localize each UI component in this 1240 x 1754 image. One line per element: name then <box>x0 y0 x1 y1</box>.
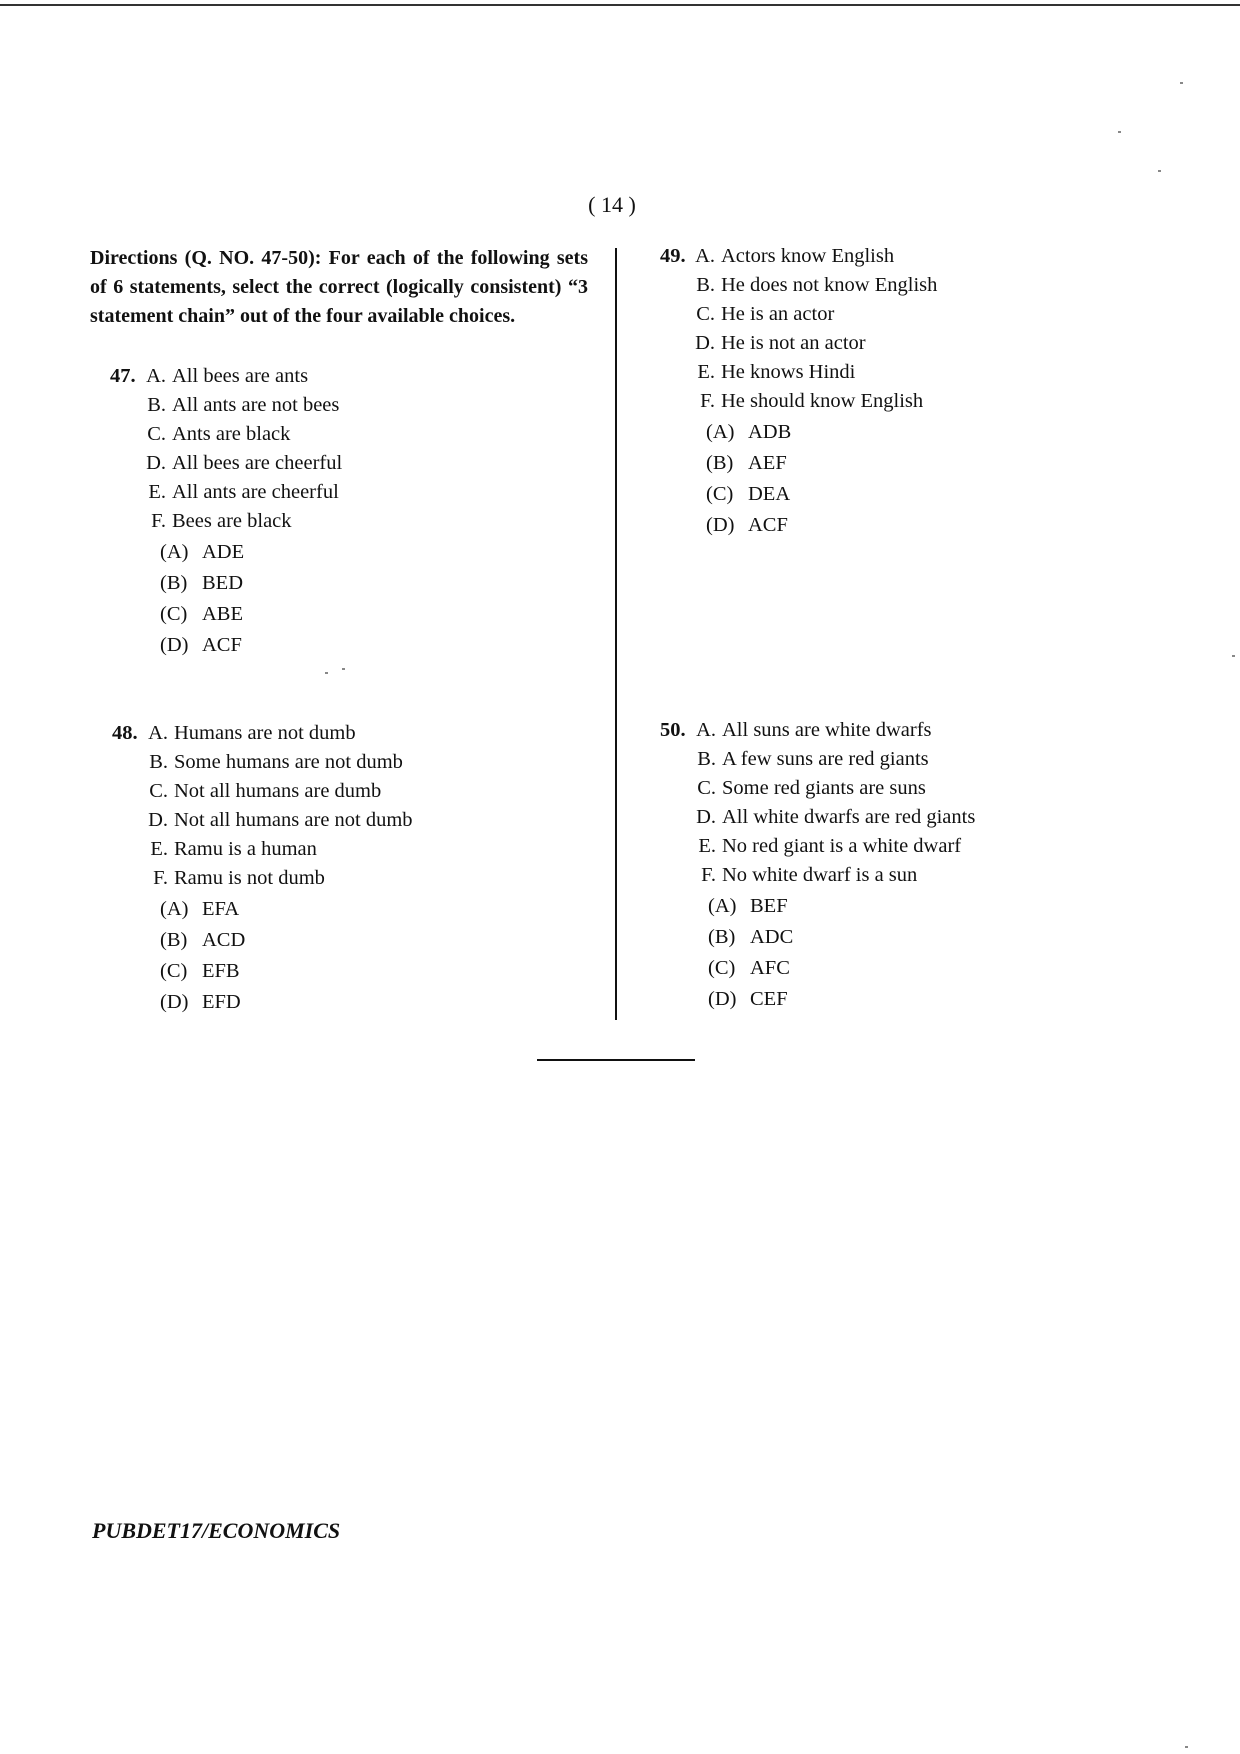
choice-text: ADC <box>750 926 794 948</box>
statement-label: A. <box>146 365 166 387</box>
answer-choice[interactable] <box>160 538 244 567</box>
choice-label: (A) <box>160 898 189 920</box>
question-number: 47. <box>110 365 136 387</box>
answer-choice[interactable] <box>160 569 243 598</box>
choice-text: EFD <box>202 991 241 1013</box>
statement-text: All ants are cheerful <box>172 481 339 503</box>
statement-text: No white dwarf is a sun <box>722 864 918 886</box>
statement-label: C. <box>697 777 716 799</box>
statement <box>682 861 917 890</box>
choice-label: (A) <box>160 541 189 563</box>
choice-label: (C) <box>706 483 734 505</box>
statement <box>681 271 937 300</box>
statement-text: Actors know English <box>721 245 895 267</box>
choice-label: (D) <box>160 991 189 1013</box>
page-number: ( 14 ) <box>588 192 636 217</box>
statement-text: Some humans are not dumb <box>174 751 403 773</box>
statement-text: He should know English <box>721 390 924 412</box>
statement-text: All bees are cheerful <box>172 452 343 474</box>
statement-text: He knows Hindi <box>721 361 856 383</box>
answer-choice[interactable] <box>706 480 790 509</box>
scan-speck <box>1185 1746 1188 1748</box>
statement <box>132 478 339 507</box>
choice-text: ADB <box>748 421 792 443</box>
statement-text: Not all humans are dumb <box>174 780 382 802</box>
choice-text: ACF <box>202 634 242 656</box>
statement-label: A. <box>148 722 168 744</box>
statement-label: D. <box>696 806 716 828</box>
choice-label: (B) <box>160 572 188 594</box>
statement <box>682 803 975 832</box>
footer-code: PUBDET17/ECONOMICS <box>92 1518 341 1543</box>
answer-choice[interactable] <box>160 631 242 660</box>
choice-label: (D) <box>708 988 737 1010</box>
statement-text: All bees are ants <box>172 365 309 387</box>
bottom-rule <box>537 1059 695 1061</box>
statement-label: E. <box>698 835 716 857</box>
statement <box>132 391 339 420</box>
statement-text: All white dwarfs are red giants <box>722 806 976 828</box>
scan-speck <box>1118 131 1121 133</box>
answer-choice[interactable] <box>706 511 788 540</box>
statement-text: Some red giants are suns <box>722 777 926 799</box>
answer-choice[interactable] <box>160 988 241 1017</box>
answer-choice[interactable] <box>708 892 788 921</box>
statement-text: Ants are black <box>172 423 291 445</box>
statement-text: He does not know English <box>721 274 938 296</box>
question-number: 50. <box>660 719 686 741</box>
statement <box>134 864 325 893</box>
answer-choice[interactable] <box>160 600 243 629</box>
statement-text: Ramu is a human <box>174 838 317 860</box>
choice-label: (C) <box>160 960 188 982</box>
choice-label: (D) <box>160 634 189 656</box>
statement-label: F. <box>701 864 716 886</box>
choice-text: AEF <box>748 452 787 474</box>
statement-label: A. <box>696 719 716 741</box>
statement <box>681 358 855 387</box>
choice-label: (D) <box>706 514 735 536</box>
choice-label: (B) <box>160 929 188 951</box>
choice-label: (A) <box>706 421 735 443</box>
top-rule <box>0 4 1240 6</box>
statement <box>134 835 317 864</box>
choice-label: (C) <box>160 603 188 625</box>
statement <box>682 745 929 774</box>
statement <box>682 832 961 861</box>
statement <box>134 719 356 748</box>
choice-text: BED <box>202 572 243 594</box>
statement <box>681 300 834 329</box>
question-number: 48. <box>112 722 138 744</box>
answer-choice[interactable] <box>708 954 790 983</box>
statement-label: B. <box>149 751 168 773</box>
statement-text: All suns are white dwarfs <box>722 719 932 741</box>
statement-label: C. <box>149 780 168 802</box>
statement-label: F. <box>700 390 715 412</box>
statement-label: D. <box>146 452 166 474</box>
statement <box>681 242 894 271</box>
statement-text: He is not an actor <box>721 332 866 354</box>
choice-text: CEF <box>750 988 788 1010</box>
choice-text: ADE <box>202 541 245 563</box>
statement <box>681 329 866 358</box>
statement-text: All ants are not bees <box>172 394 340 416</box>
choice-text: BEF <box>750 895 788 917</box>
answer-choice[interactable] <box>160 957 240 986</box>
statement-text: Humans are not dumb <box>174 722 356 744</box>
answer-choice[interactable] <box>708 923 793 952</box>
answer-choice[interactable] <box>706 418 791 447</box>
statement-text: No red giant is a white dwarf <box>722 835 962 857</box>
scan-speck <box>1232 655 1235 657</box>
choice-text: ACD <box>202 929 246 951</box>
choice-label: (B) <box>706 452 734 474</box>
scan-speck <box>1158 170 1161 172</box>
statement-text: Bees are black <box>172 510 292 532</box>
answer-choice[interactable] <box>160 926 245 955</box>
answer-choice[interactable] <box>160 895 239 924</box>
choice-text: ACF <box>748 514 788 536</box>
statement <box>134 777 381 806</box>
scan-speck <box>342 668 345 670</box>
statement-label: F. <box>151 510 166 532</box>
statement-label: D. <box>695 332 715 354</box>
statement-label: A. <box>695 245 715 267</box>
question-number: 49. <box>660 245 686 267</box>
statement-label: E. <box>148 481 166 503</box>
statement-label: E. <box>150 838 168 860</box>
statement-text: Not all humans are not dumb <box>174 809 413 831</box>
statement-label: C. <box>147 423 166 445</box>
column-divider <box>615 248 617 1020</box>
statement-label: C. <box>696 303 715 325</box>
statement-text: He is an actor <box>721 303 835 325</box>
statement-label: B. <box>147 394 166 416</box>
statement-label: E. <box>697 361 715 383</box>
statement-label: F. <box>153 867 168 889</box>
statement <box>134 748 403 777</box>
choice-text: AFC <box>750 957 790 979</box>
choice-label: (C) <box>708 957 736 979</box>
statement <box>132 362 308 391</box>
statement <box>132 420 290 449</box>
choice-label: (B) <box>708 926 736 948</box>
statement <box>132 507 292 536</box>
directions-text: Directions (Q. NO. 47-50): For each of the following sets of 6 statements, select the correct (logically consistent) “3 statement chain” out of the four available choices. <box>90 247 588 327</box>
choice-text: ABE <box>202 603 243 625</box>
statement-text: A few suns are red giants <box>722 748 929 770</box>
statement-text: Ramu is not dumb <box>174 867 325 889</box>
statement-label: B. <box>696 274 715 296</box>
statement <box>682 716 932 745</box>
answer-choice[interactable] <box>708 985 788 1014</box>
statement-label: B. <box>697 748 716 770</box>
answer-choice[interactable] <box>706 449 787 478</box>
statement-label: D. <box>148 809 168 831</box>
statement <box>681 387 923 416</box>
choice-text: EFB <box>202 960 240 982</box>
scan-speck <box>325 672 328 674</box>
choice-text: EFA <box>202 898 240 920</box>
scan-speck <box>1180 82 1183 84</box>
choice-label: (A) <box>708 895 737 917</box>
choice-text: DEA <box>748 483 791 505</box>
statement <box>682 774 926 803</box>
statement <box>132 449 342 478</box>
statement <box>134 806 413 835</box>
